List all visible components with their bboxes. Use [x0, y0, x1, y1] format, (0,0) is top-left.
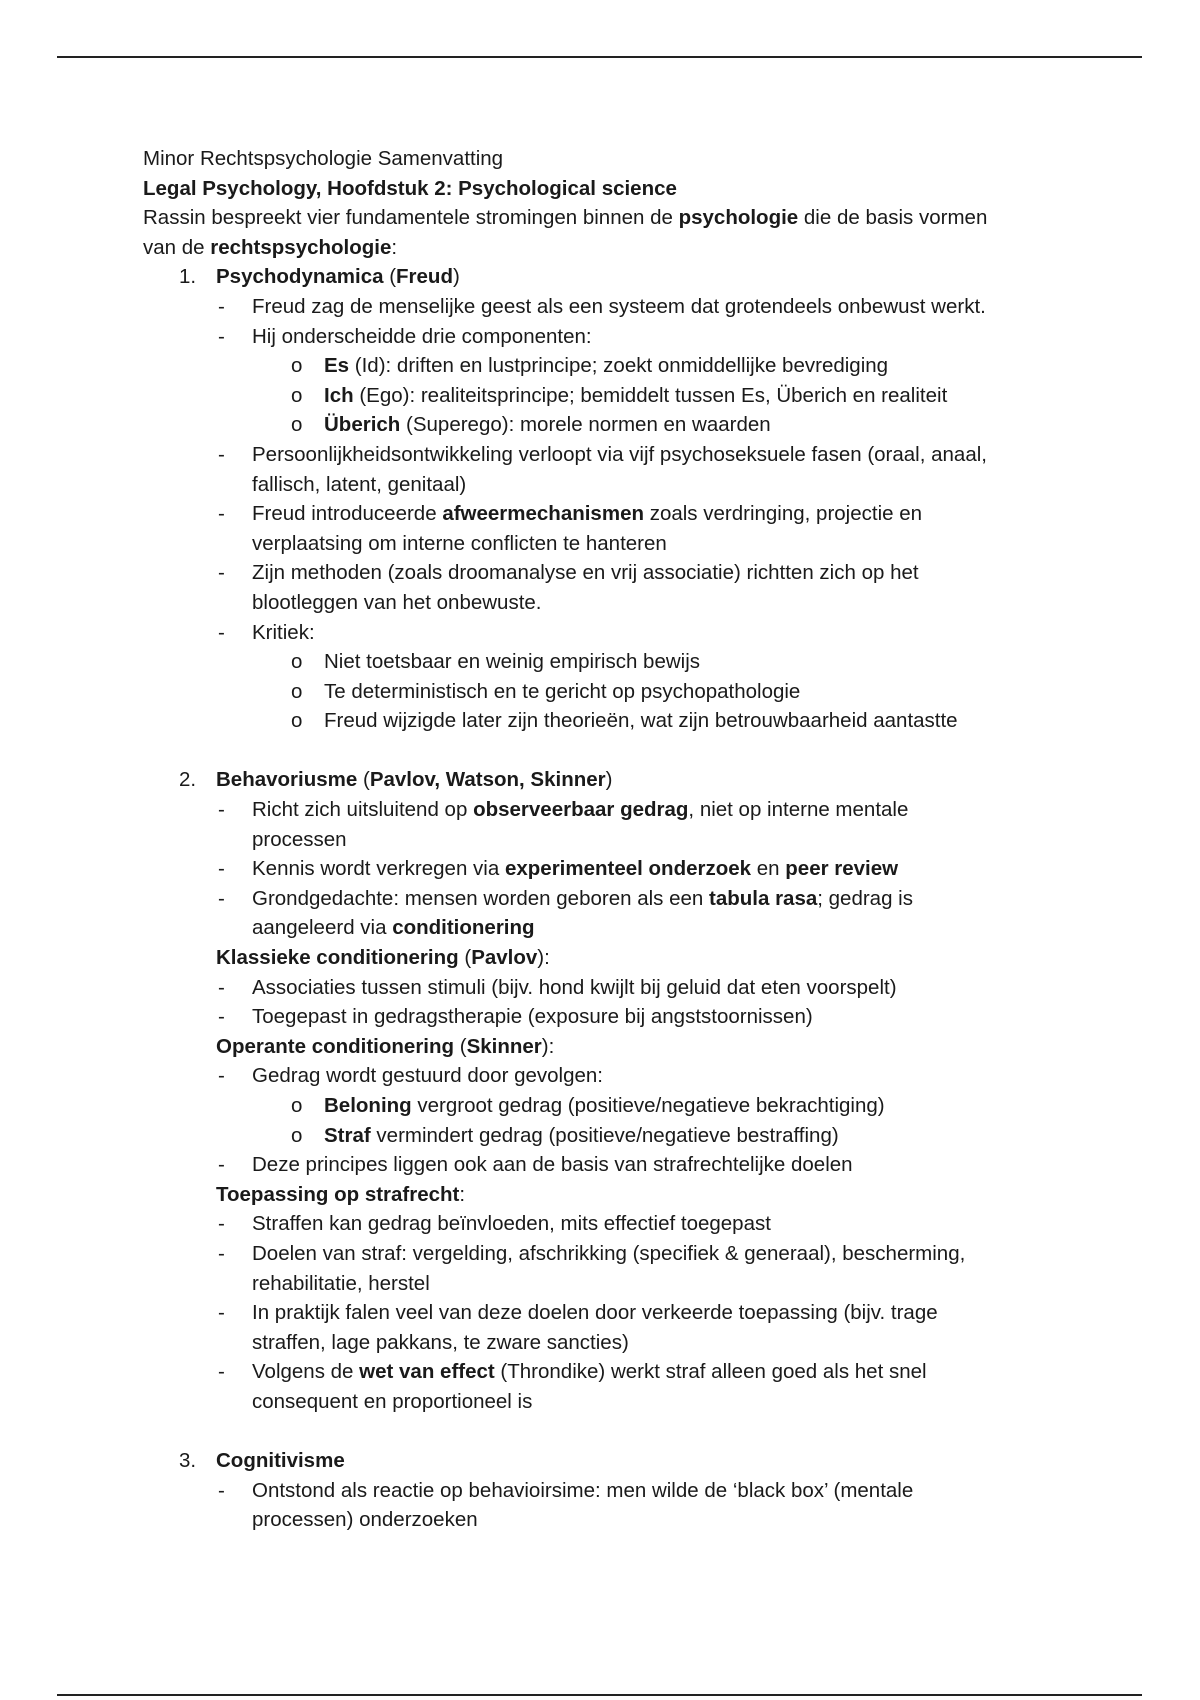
list-item-cont: processen [252, 827, 347, 851]
sub-list-item: o Überich (Superego): morele normen en waarden [291, 413, 771, 437]
list-item: - Kritiek: [218, 620, 315, 644]
list-item: - Grondgedachte: mensen worden geboren als een tabula rasa; gedrag is [218, 886, 913, 910]
list-item-cont: rehabilitatie, herstel [252, 1271, 430, 1295]
list-item: - Straffen kan gedrag beïnvloeden, mits effectief toegepast [218, 1212, 771, 1236]
list-item: - Richt zich uitsluitend op observeerbaar gedrag, niet op interne mentale [218, 798, 909, 822]
list-item: - Toegepast in gedragstherapie (exposure bij angststoornissen) [218, 1005, 813, 1029]
section-heading-psychodynamica: 1. Psychodynamica (Freud) [179, 265, 460, 289]
list-item: - Doelen van straf: vergelding, afschrikking (specifiek & generaal), bescherming, [218, 1241, 966, 1265]
section-heading-behaviorisme: 2. Behavoriusme (Pavlov, Watson, Skinner) [179, 768, 613, 792]
list-item: - Persoonlijkheidsontwikkeling verloopt via vijf psychoseksuele fasen (oraal, anaal, [218, 442, 987, 466]
list-item: - Associaties tussen stimuli (bijv. hond kwijlt bij geluid dat eten voorspelt) [218, 975, 897, 999]
sub-list-item: o Straf vermindert gedrag (positieve/negatieve bestraffing) [291, 1123, 839, 1147]
sub-list-item: o Niet toetsbaar en weinig empirisch bewijs [291, 650, 701, 674]
list-item: - Zijn methoden (zoals droomanalyse en vrij associatie) richtten zich op het [218, 561, 919, 585]
list-item-cont: aangeleerd via conditionering [252, 916, 535, 940]
sub-list-item: o Freud wijzigde later zijn theorieën, wat zijn betrouwbaarheid aantastte [291, 709, 958, 733]
document-title: Minor Rechtspsychologie Samenvatting [143, 147, 504, 170]
intro-paragraph-cont: van de rechtspsychologie: [143, 235, 398, 259]
list-item: - Gedrag wordt gestuurd door gevolgen: [218, 1064, 604, 1088]
list-item: - Freud zag de menselijke geest als een systeem dat grotendeels onbewust werkt. [218, 294, 986, 318]
subheading-klassieke-conditionering: Klassieke conditionering (Pavlov): [216, 946, 550, 970]
sub-list-item: o Es (Id): driften en lustprincipe; zoekt onmiddellijke bevrediging [291, 354, 889, 378]
list-item-cont: verplaatsing om interne conflicten te hanteren [252, 531, 667, 555]
subheading-operante-conditionering: Operante conditionering (Skinner): [216, 1034, 555, 1058]
sub-list-item: o Te deterministisch en te gericht op psychopathologie [291, 679, 801, 703]
section-heading-cognitivisme: 3. Cognitivisme [179, 1449, 345, 1473]
sub-list-item: o Beloning vergroot gedrag (positieve/negatieve bekrachtiging) [291, 1094, 885, 1117]
list-item-cont: blootleggen van het onbewuste. [252, 590, 542, 614]
list-item-cont: fallisch, latent, genitaal) [252, 472, 467, 496]
list-item: - Deze principes liggen ook aan de basis van strafrechtelijke doelen [218, 1153, 853, 1177]
sub-list-item: o Ich (Ego): realiteitsprincipe; bemiddelt tussen Es, Überich en realiteit [291, 383, 948, 407]
list-item: - Ontstond als reactie op behavioirsime: men wilde de ‘black box’ (mentale [218, 1478, 914, 1502]
list-item-cont: consequent en proportioneel is [252, 1389, 533, 1413]
footer-rule [57, 1694, 1142, 1696]
list-item: - Volgens de wet van effect (Throndike) werkt straf alleen goed als het snel [218, 1360, 927, 1384]
subheading-toepassing-strafrecht: Toepassing op strafrecht: [216, 1182, 466, 1206]
list-item: - Freud introduceerde afweermechanismen zoals verdringing, projectie en [218, 502, 923, 526]
chapter-heading: Legal Psychology, Hoofdstuk 2: Psychological science [143, 176, 677, 200]
list-item: - In praktijk falen veel van deze doelen door verkeerde toepassing (bijv. trage [218, 1301, 938, 1325]
document-body [143, 144, 1073, 1535]
spacer [143, 1417, 1073, 1447]
intro-paragraph: Rassin bespreekt vier fundamentele stromingen binnen de psychologie die de basis vormen [143, 206, 988, 230]
list-item: - Kennis wordt verkregen via experimenteel onderzoek en peer review [218, 857, 899, 881]
list-item: - Hij onderscheidde drie componenten: [218, 324, 592, 348]
spacer [143, 736, 1073, 766]
list-item-cont: straffen, lage pakkans, te zware sancties) [252, 1330, 629, 1354]
list-item-cont: processen) onderzoeken [252, 1508, 478, 1532]
header-rule [57, 56, 1142, 58]
